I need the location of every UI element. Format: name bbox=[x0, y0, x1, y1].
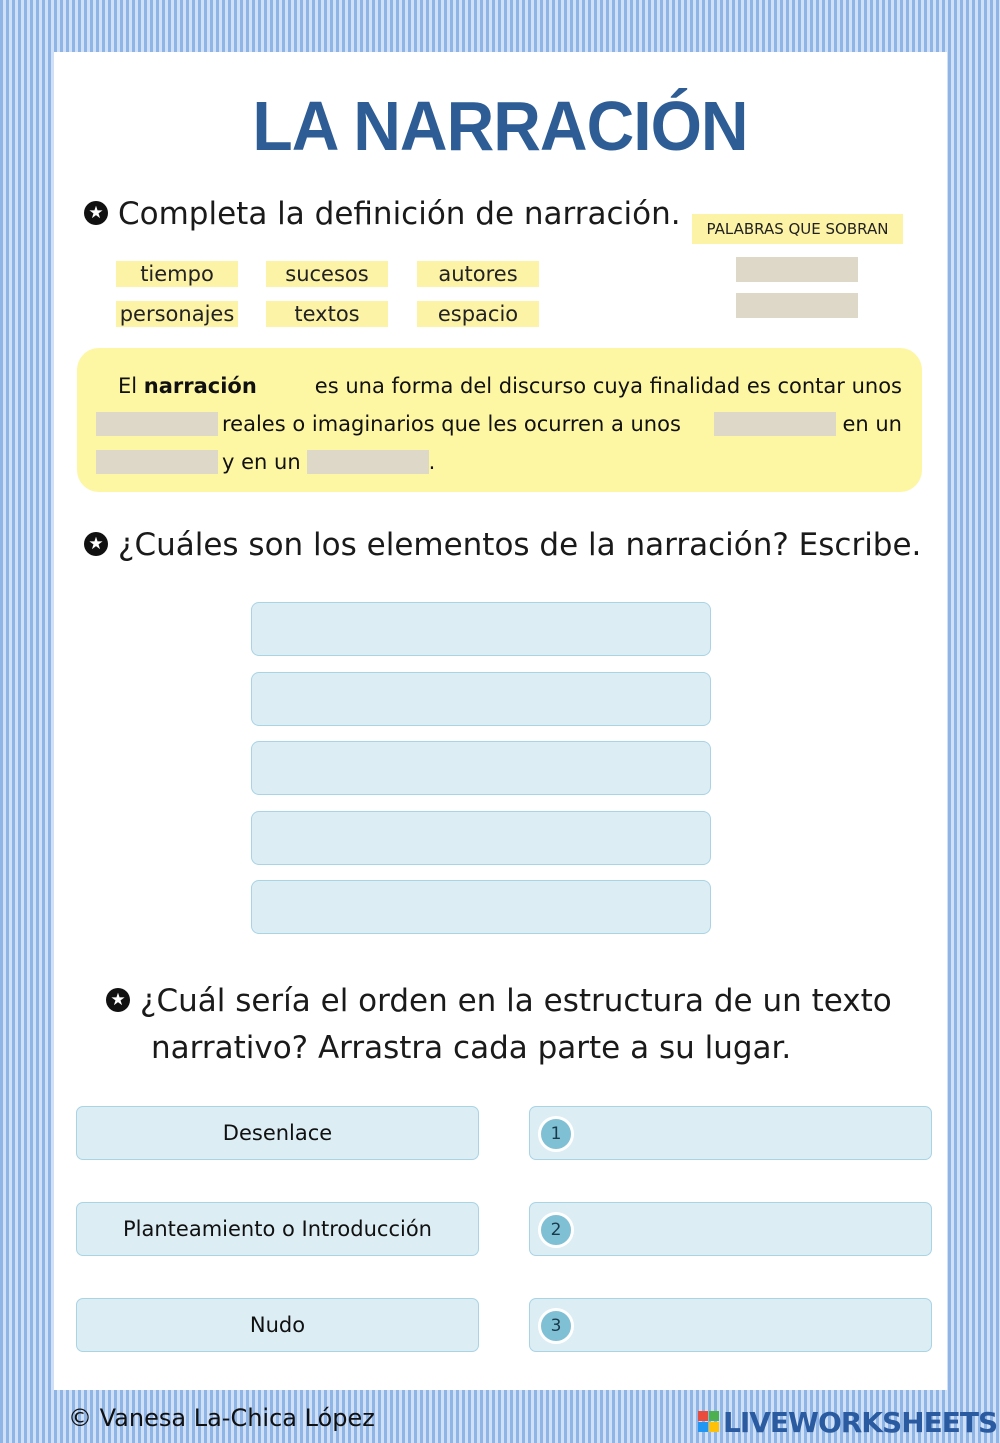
liveworksheets-logo-icon bbox=[698, 1411, 720, 1433]
word-textos[interactable]: textos bbox=[266, 301, 388, 327]
element-input-1[interactable] bbox=[251, 602, 711, 656]
definition-intro bbox=[118, 374, 257, 398]
definition-line-1 bbox=[118, 374, 902, 398]
leftover-drop-2[interactable] bbox=[736, 293, 858, 318]
order-slot-1[interactable] bbox=[529, 1106, 932, 1160]
blank-2[interactable] bbox=[714, 412, 836, 436]
element-input-4[interactable] bbox=[251, 811, 711, 865]
leftover-words-label: PALABRAS QUE SOBRAN bbox=[692, 214, 903, 244]
word-tiempo[interactable]: tiempo bbox=[116, 261, 238, 287]
definition-text-6: . bbox=[428, 450, 436, 474]
question-3 bbox=[106, 978, 892, 1025]
star-icon: ★ bbox=[106, 988, 130, 1012]
definition-text-3: reales o imaginarios que les ocurren a unos bbox=[222, 412, 681, 436]
definition-text-4: en un bbox=[842, 412, 902, 436]
liveworksheets-brand bbox=[698, 1406, 997, 1439]
word-personajes[interactable]: personajes bbox=[116, 301, 238, 327]
part-planteamiento[interactable]: Planteamiento o Introducción bbox=[76, 1202, 479, 1256]
definition-line-3 bbox=[96, 450, 435, 474]
word-sucesos[interactable]: sucesos bbox=[266, 261, 388, 287]
definition-bold-word: narración bbox=[143, 374, 257, 398]
author-credit: © Vanesa La-Chica López bbox=[68, 1404, 375, 1432]
slot-number-badge: 2 bbox=[538, 1212, 574, 1248]
question-1-text: Completa la definición de narración. bbox=[118, 196, 681, 232]
question-3-line-2: narrativo? Arrastra cada parte a su lugar. bbox=[151, 1030, 792, 1066]
part-desenlace[interactable]: Desenlace bbox=[76, 1106, 479, 1160]
definition-line-2 bbox=[96, 412, 902, 436]
question-2 bbox=[84, 522, 921, 569]
blank-3[interactable] bbox=[96, 450, 218, 474]
definition-text-5: y en un bbox=[222, 450, 301, 474]
page-title: LA NARRACIÓN bbox=[252, 87, 748, 165]
definition-text-1: El bbox=[118, 374, 144, 398]
question-3-text-line-1: ¿Cuál sería el orden en la estructura de un texto bbox=[140, 983, 892, 1019]
element-input-5[interactable] bbox=[251, 880, 711, 934]
word-espacio[interactable]: espacio bbox=[417, 301, 539, 327]
star-icon: ★ bbox=[84, 201, 108, 225]
blank-1[interactable] bbox=[96, 412, 218, 436]
star-icon: ★ bbox=[84, 532, 108, 556]
question-2-text: ¿Cuáles son los elementos de la narración? Escribe. bbox=[118, 527, 922, 563]
order-slot-2[interactable] bbox=[529, 1202, 932, 1256]
liveworksheets-brand-text: LIVEWORKSHEETS bbox=[723, 1406, 998, 1439]
element-input-3[interactable] bbox=[251, 741, 711, 795]
word-autores[interactable]: autores bbox=[417, 261, 539, 287]
blank-4[interactable] bbox=[307, 450, 429, 474]
question-1 bbox=[84, 191, 681, 238]
order-slot-3[interactable] bbox=[529, 1298, 932, 1352]
definition-text-2: es una forma del discurso cuya finalidad es contar unos bbox=[314, 374, 902, 398]
slot-number-badge: 1 bbox=[538, 1116, 574, 1152]
part-nudo[interactable]: Nudo bbox=[76, 1298, 479, 1352]
leftover-drop-1[interactable] bbox=[736, 257, 858, 282]
element-input-2[interactable] bbox=[251, 672, 711, 726]
slot-number-badge: 3 bbox=[538, 1308, 574, 1344]
